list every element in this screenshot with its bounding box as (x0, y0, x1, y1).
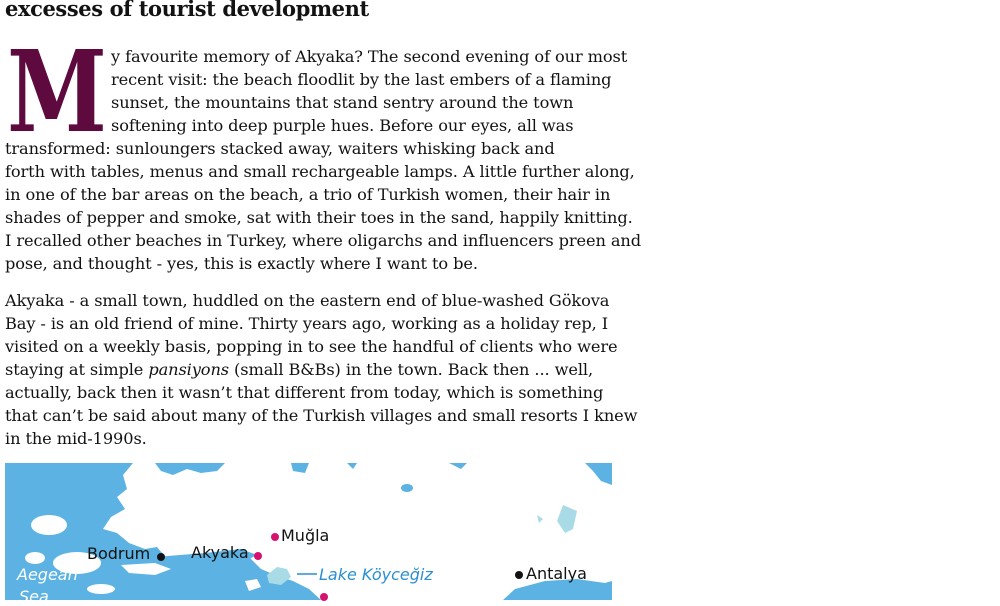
headline: excesses of tourist development (5, 0, 369, 21)
paragraph-line: pose, and thought - yes, this is exactly where I want to be. (5, 254, 478, 273)
aegean-label: Aegean (17, 565, 78, 584)
sea-label: Sea (19, 587, 49, 606)
paragraph-line: Akyaka - a small town, huddled on the eastern end of blue-washed Gökova (5, 291, 610, 310)
paragraph-line: sunset, the mountains that stand sentry around the town (111, 93, 574, 112)
paragraph-line: Bay - is an old friend of mine. Thirty years ago, working as a holiday rep, I (5, 314, 609, 333)
bodrum-marker (157, 553, 165, 561)
antalya-marker (515, 571, 523, 579)
line-text: staying at simple (5, 360, 149, 379)
place-marker (320, 593, 328, 601)
paragraph-line: softening into deep purple hues. Before our eyes, all was (111, 116, 574, 135)
paragraph-line: shades of pepper and smoke, sat with their toes in the sand, happily knitting. (5, 208, 633, 227)
paragraph-line: transformed: sunloungers stacked away, waiters whisking back and (5, 139, 555, 158)
paragraph-line: in the mid-1990s. (5, 429, 147, 448)
italic-term: pansiyons (148, 360, 229, 379)
line-text: (small B&Bs) in the town. Back then ... well, (228, 360, 594, 379)
akyaka-marker (254, 552, 262, 560)
paragraph-line: I recalled other beaches in Turkey, where oligarchs and influencers preen and (5, 231, 641, 250)
akyaka-label: Akyaka (191, 543, 249, 562)
paragraph-line (5, 358, 593, 381)
paragraph-line: visited on a weekly basis, popping in to see the handful of clients who were (5, 337, 618, 356)
antalya-label: Antalya (526, 564, 587, 583)
drop-cap (5, 27, 109, 158)
paragraph-line: actually, back then it wasn’t that different from today, which is something (5, 383, 604, 402)
bodrum-label: Bodrum (87, 544, 151, 563)
paragraph-line: that can’t be said about many of the Turkish villages and small resorts I knew (5, 406, 638, 425)
paragraph-line: y favourite memory of Akyaka? The second evening of our most (111, 47, 628, 66)
map (5, 463, 612, 606)
mugla-marker (271, 533, 279, 541)
svg-text:M: M (7, 27, 107, 158)
paragraph-line: in one of the bar areas on the beach, a trio of Turkish women, their hair in (5, 185, 611, 204)
paragraph-line: forth with tables, menus and small rechargeable lamps. A little further along, (5, 162, 635, 181)
mugla-label: Muğla (281, 526, 330, 545)
lake-label: Lake Köyceğiz (319, 565, 433, 584)
paragraph-line: recent visit: the beach floodlit by the last embers of a flaming (111, 70, 612, 89)
